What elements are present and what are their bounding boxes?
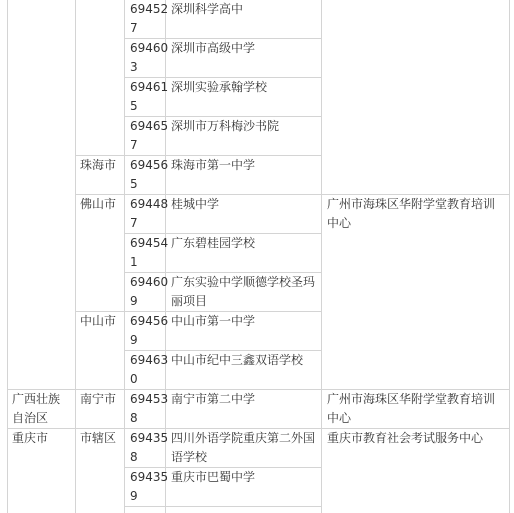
school-name: 四川外语学院重庆第二外国语学校 (171, 431, 316, 464)
province-cell: 广西壮族自治区 (12, 392, 61, 425)
grid-line (7, 0, 8, 513)
province-cell: 重庆市 (12, 431, 49, 445)
school-code: 694603 (130, 41, 169, 74)
school-code: 694569 (130, 314, 169, 347)
school-code: 694609 (130, 275, 169, 308)
org-cell: 广州市海珠区华附学堂教育培训中心 (327, 392, 496, 425)
school-code: 694541 (130, 236, 169, 269)
city-cell: 佛山市 (80, 197, 117, 211)
grid-line (509, 0, 510, 513)
city-cell: 中山市 (80, 314, 117, 328)
school-code: 694565 (130, 158, 169, 191)
school-name: 重庆市巴蜀中学 (171, 470, 256, 484)
school-code: 694630 (130, 353, 169, 386)
school-name: 深圳市万科梅沙书院 (171, 119, 280, 133)
grid-line (124, 506, 321, 507)
org-cell: 重庆市教育社会考试服务中心 (327, 431, 484, 445)
school-code: 694657 (130, 119, 169, 152)
school-name: 广东实验中学顺德学校圣玛丽项目 (171, 275, 316, 308)
city-cell: 南宁市 (80, 392, 117, 406)
school-name: 深圳科学高中 (171, 2, 244, 16)
school-name: 深圳市高级中学 (171, 41, 256, 55)
school-code: 694487 (130, 197, 169, 230)
school-code: 694359 (130, 470, 169, 503)
school-name: 南宁市第二中学 (171, 392, 256, 406)
school-name: 中山市纪中三鑫双语学校 (171, 353, 304, 367)
school-code: 694358 (130, 431, 169, 464)
school-name: 桂城中学 (171, 197, 220, 211)
school-code: 694538 (130, 392, 169, 425)
school-name: 珠海市第一中学 (171, 158, 256, 172)
grid-line (75, 0, 76, 513)
school-name: 深圳实验承翰学校 (171, 80, 268, 94)
school-code: 694527 (130, 2, 169, 35)
school-name: 广东碧桂园学校 (171, 236, 256, 250)
grid-line (321, 0, 322, 513)
school-name: 中山市第一中学 (171, 314, 256, 328)
city-cell: 市辖区 (80, 431, 117, 445)
org-cell: 广州市海珠区华附学堂教育培训中心 (327, 197, 496, 230)
city-cell: 珠海市 (80, 158, 117, 172)
school-code: 694615 (130, 80, 169, 113)
